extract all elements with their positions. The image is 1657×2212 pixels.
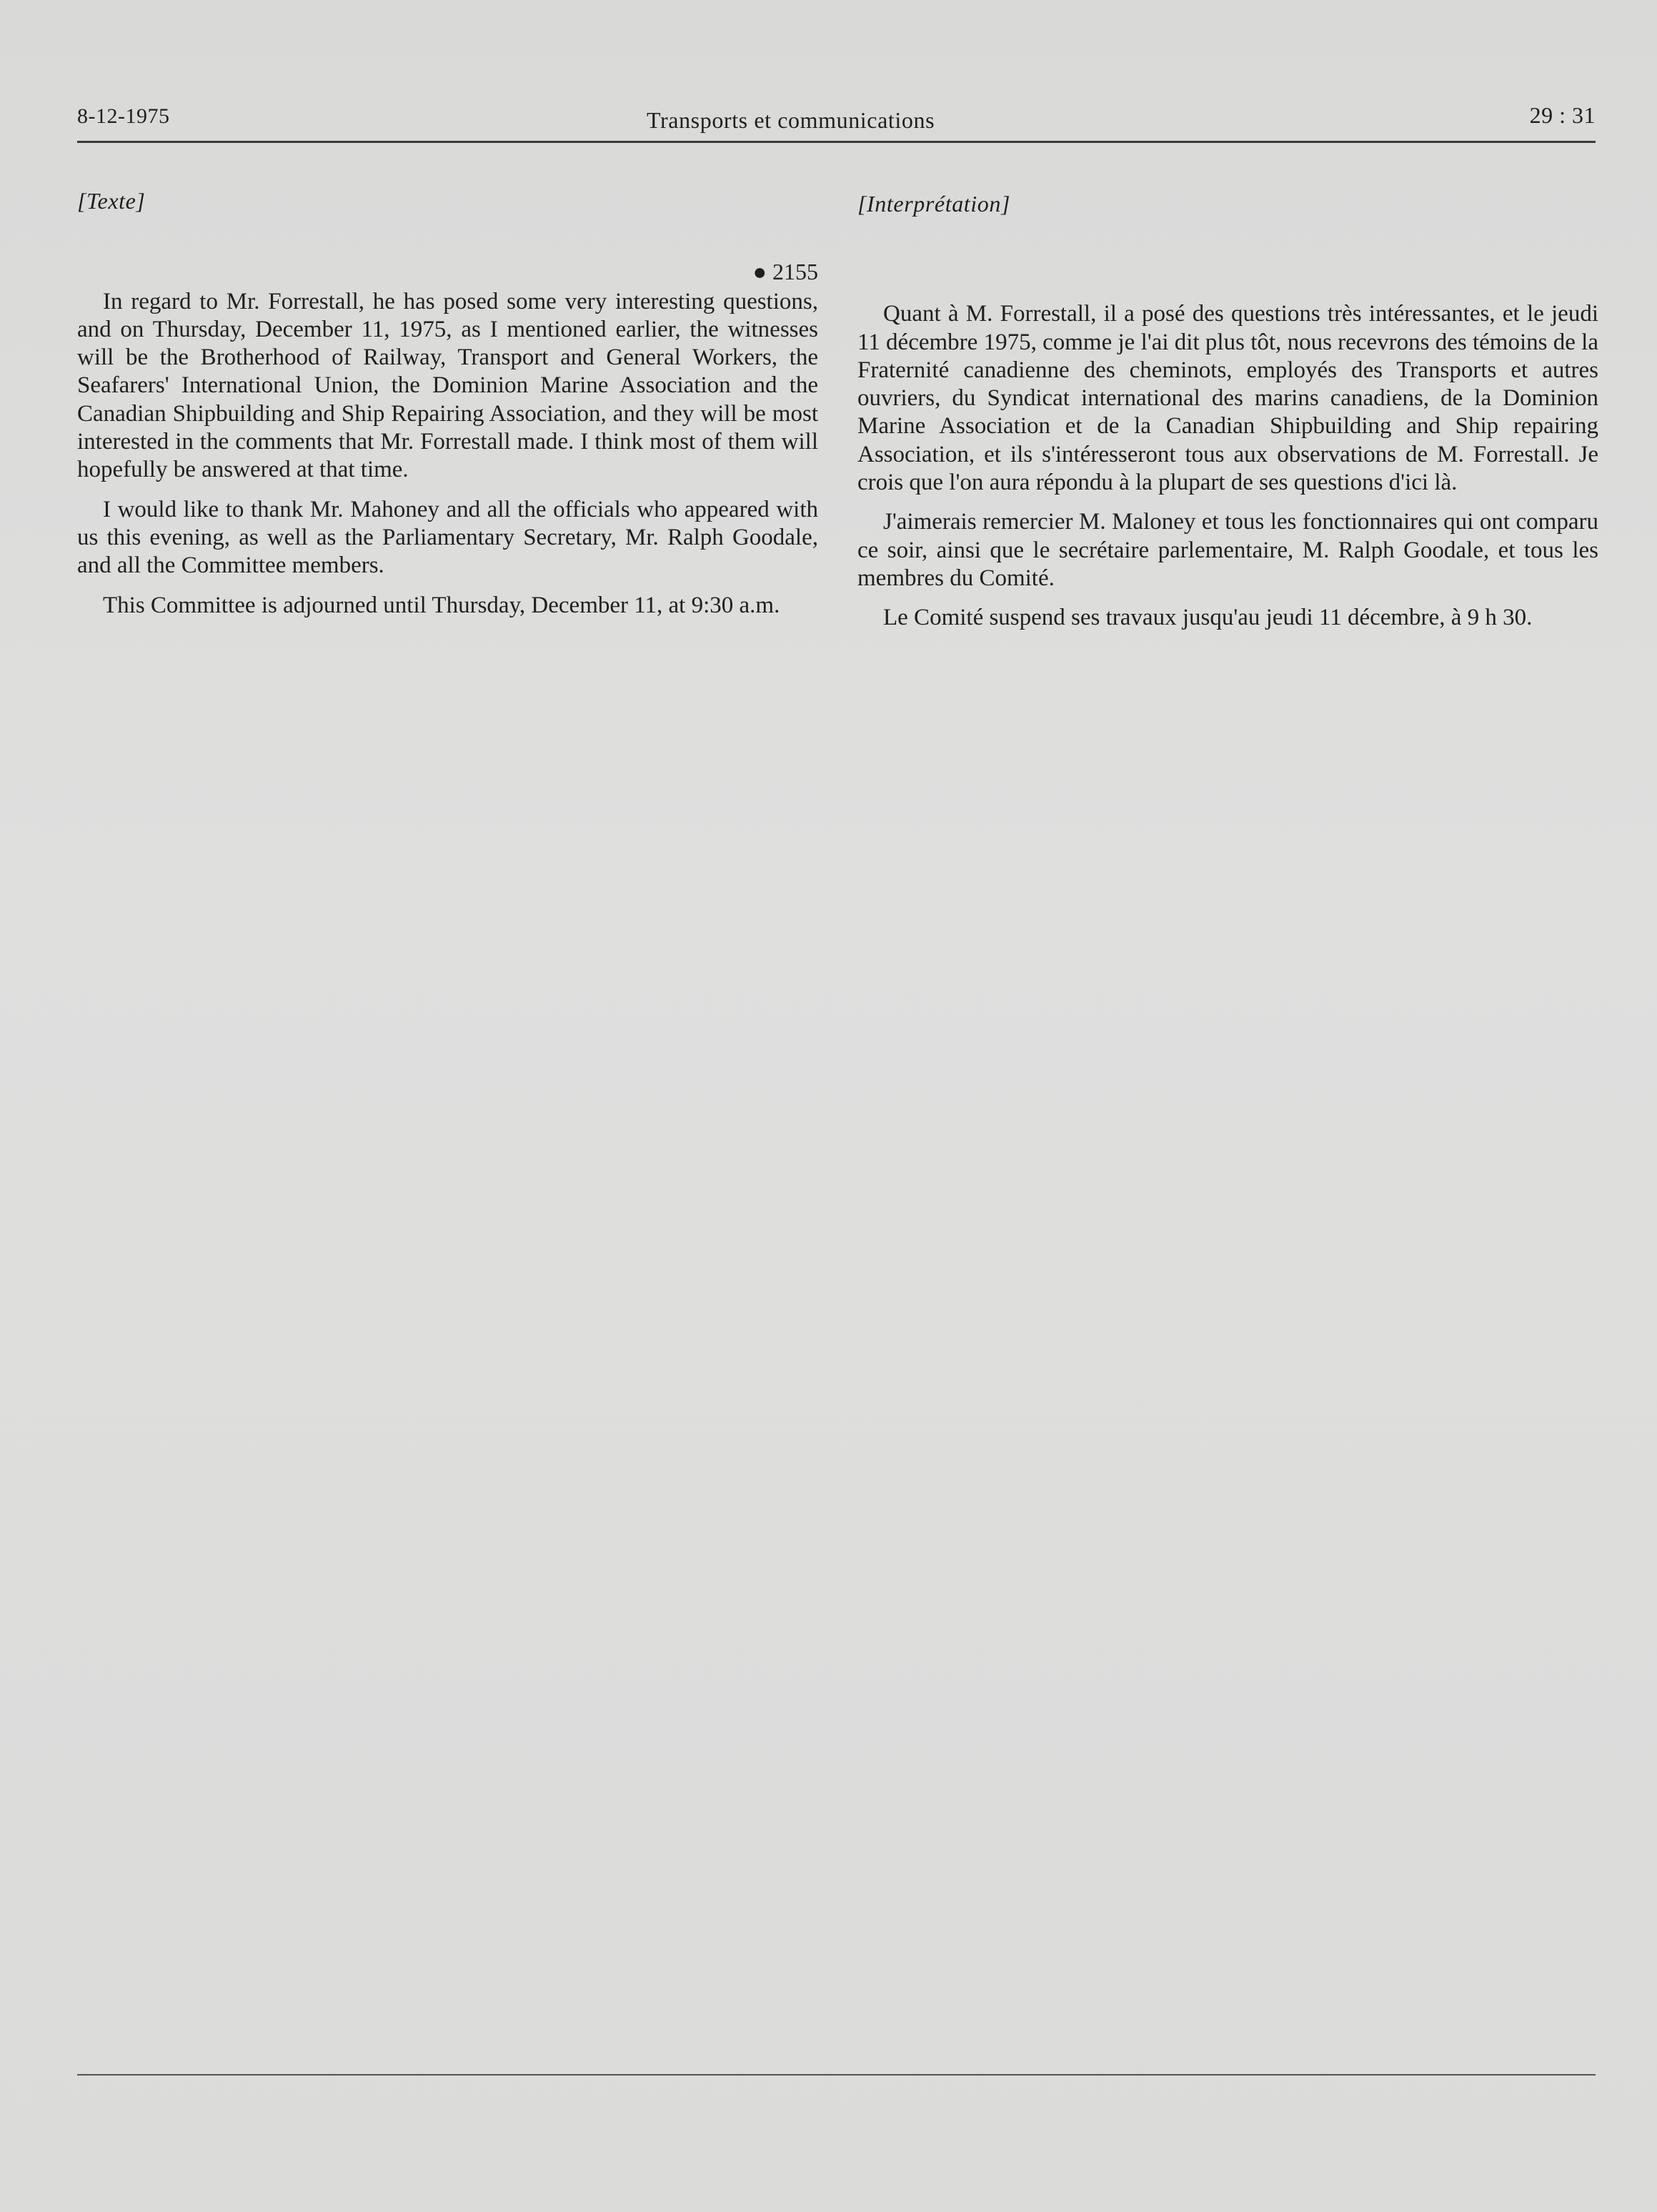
english-paragraph: I would like to thank Mr. Mahoney and all the officials who appeared with us this evening, as well as the Parliamentary Secretary, Mr. Ralph Goodale, and all the Committee members. bbox=[77, 496, 818, 579]
english-column bbox=[77, 187, 818, 631]
header-date: 8-12-1975 bbox=[77, 104, 170, 128]
french-paragraph: Le Comité suspend ses travaux jusqu'au jeudi 11 décembre, à 9 h 30. bbox=[883, 605, 1533, 631]
time-marker: ● 2155 bbox=[752, 259, 818, 285]
english-paragraph: In regard to Mr. Forrestall, he has posed some very interesting questions, and on Thursday, December 11, 1975, as I mentioned earlier, the witnesses will be the Brotherhood of Railway, Transport and General Workers, the Seafarers' International Union, the Dominion Marine Association and the Canadian Shipbuilding and Ship Repairing Association, and they will be most interested in the comments that Mr. Forrestall made. I think most of them will hopefully be answered at that time. bbox=[77, 288, 818, 483]
french-paragraph: Quant à M. Forrestall, il a posé des questions très intéressantes, et le jeudi 11 décembre 1975, comme je l'ai dit plus tôt, nous recevrons des témoins de la Fraternité canadienne des cheminots, employés des Transports et autres ouvriers, du Syndicat international des marins canadiens, de la Dominion Marine Association et de la Canadian Shipbuilding and Ship repairing Association, et ils s'intéresseront tous aux observations de M. Forrestall. Je crois que l'on aura répondu à la plupart de ses questions d'ici là. bbox=[857, 301, 1598, 496]
footer-rule bbox=[77, 2074, 1596, 2075]
french-paragraph: J'aimerais remercier M. Maloney et tous les fonctionnaires qui ont comparu ce soir, ainsi que le secrétaire parlementaire, M. Ralph Goodale, et tous les membres du Comité. bbox=[857, 509, 1598, 591]
header-page-number: 29 : 31 bbox=[1529, 102, 1596, 128]
french-column bbox=[857, 190, 1598, 644]
header-title: Transports et communications bbox=[647, 107, 935, 133]
french-language-tag: [Interprétation] bbox=[857, 191, 1011, 217]
english-paragraph: This Committee is adjourned until Thursday, December 11, at 9:30 a.m. bbox=[103, 592, 780, 618]
header-rule bbox=[77, 141, 1596, 143]
english-language-tag: [Texte] bbox=[77, 188, 146, 214]
